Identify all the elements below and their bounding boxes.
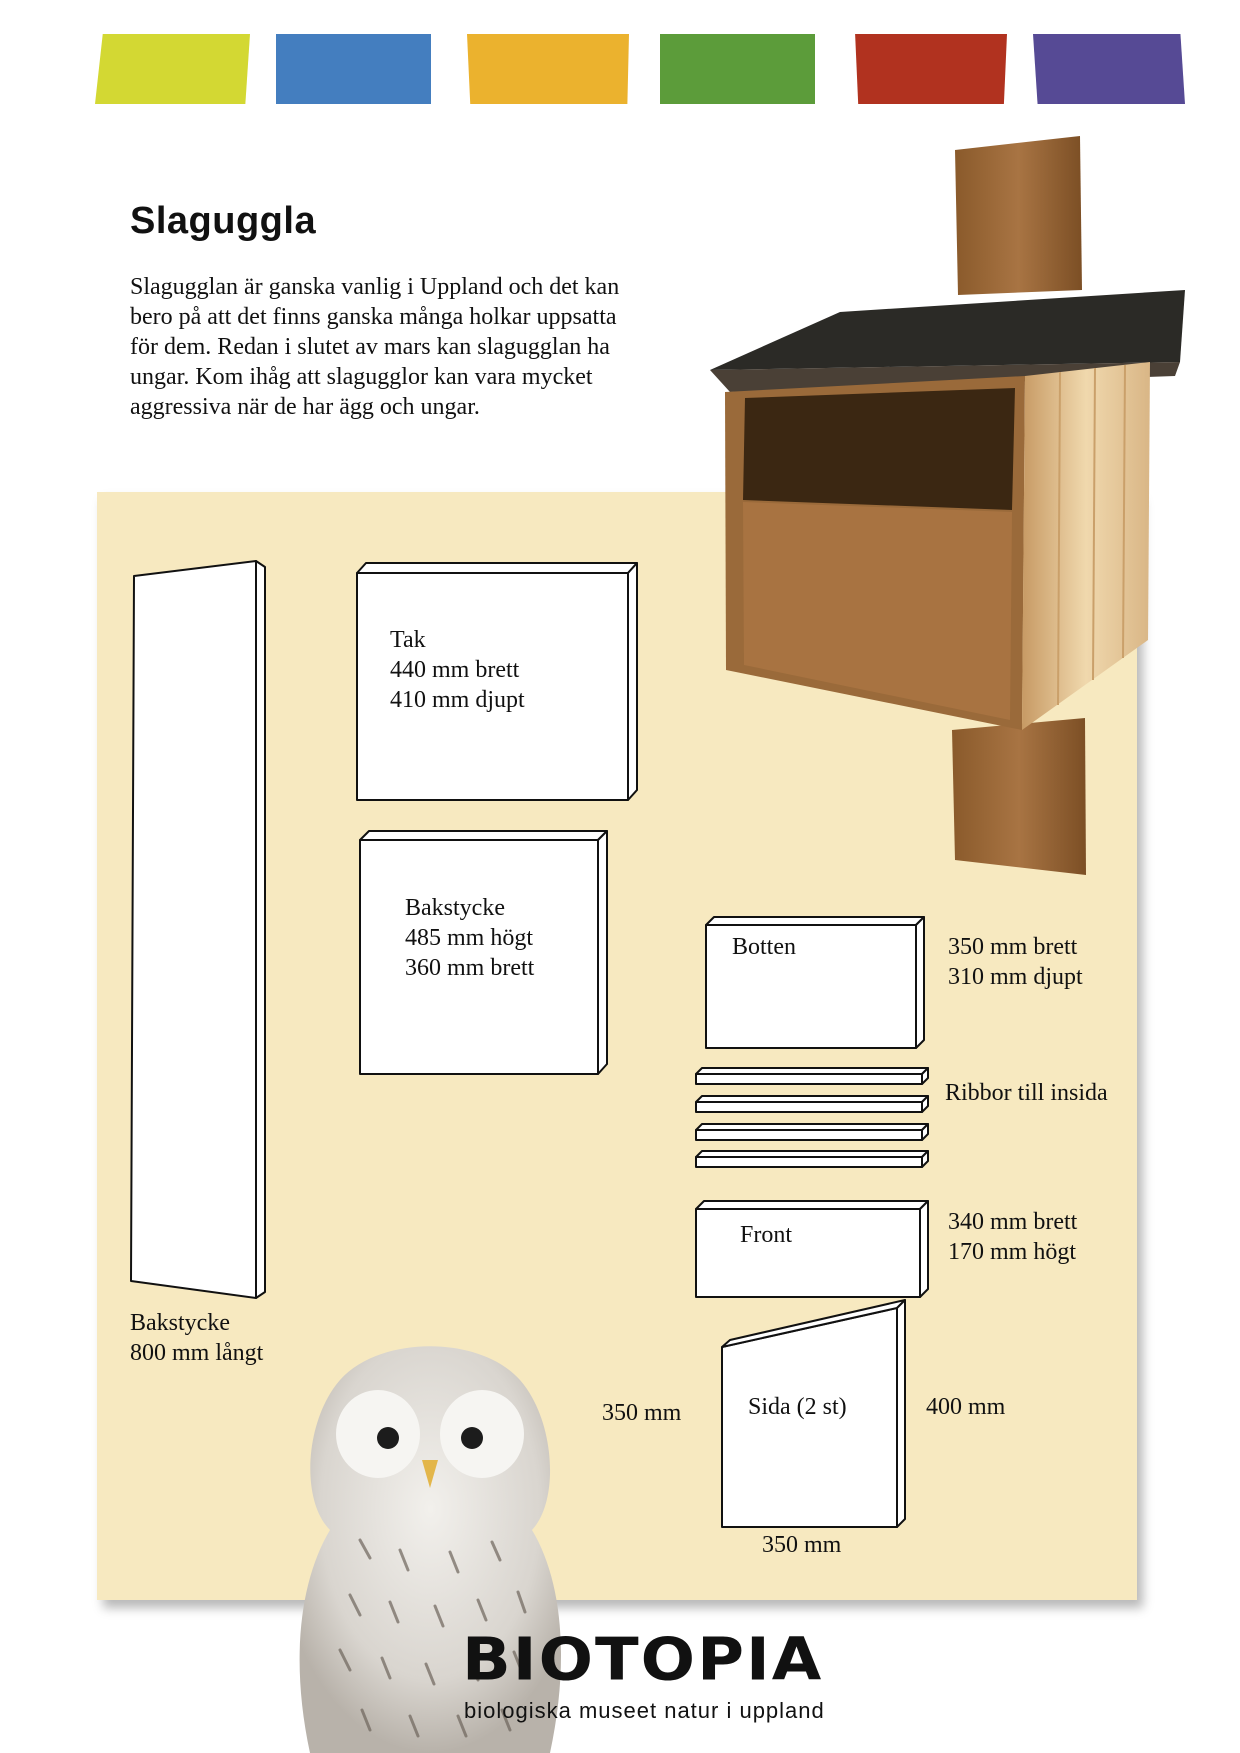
label-botten-dims bbox=[948, 932, 1083, 992]
label-sida-bottom: 350 mm bbox=[762, 1532, 842, 1558]
bakstycke-small-height: 485 mm högt bbox=[405, 925, 534, 951]
label-sida-left: 350 mm bbox=[602, 1400, 682, 1426]
part-front bbox=[696, 1201, 928, 1297]
logo-tagline: biologiska museet natur i uppland bbox=[464, 1698, 825, 1723]
part-bakstycke-long bbox=[131, 561, 265, 1298]
front-height: 170 mm högt bbox=[948, 1239, 1077, 1265]
label-bakstycke-long bbox=[130, 1308, 263, 1368]
label-tak bbox=[390, 625, 525, 715]
intro-paragraph: Slagugglan är ganska vanlig i Uppland och det kan bero på att det finns ganska många holkar uppsatta för dem. Redan i slutet av mars kan slagugglan ha ungar. Kom ihåg att slagugglor kan vara mycket aggressiva när de har ägg och ungar. bbox=[130, 274, 620, 420]
label-sida-right: 400 mm bbox=[926, 1394, 1006, 1420]
bakstycke-long-name: Bakstycke bbox=[130, 1310, 230, 1336]
label-front-dims bbox=[948, 1207, 1077, 1267]
tak-depth: 410 mm djupt bbox=[390, 687, 525, 713]
page-title: Slaguggla bbox=[130, 200, 317, 242]
tak-width: 440 mm brett bbox=[390, 657, 520, 683]
botten-width: 350 mm brett bbox=[948, 934, 1078, 960]
biotopia-logo bbox=[462, 1626, 842, 1724]
logo-wordmark: BIOTOPIA bbox=[462, 1626, 824, 1695]
bakstycke-long-length: 800 mm långt bbox=[130, 1340, 264, 1366]
bakstycke-small-name: Bakstycke bbox=[405, 895, 505, 921]
front-width: 340 mm brett bbox=[948, 1209, 1078, 1235]
label-botten-name: Botten bbox=[732, 934, 796, 960]
label-bakstycke-small bbox=[405, 893, 534, 983]
bakstycke-small-width: 360 mm brett bbox=[405, 955, 535, 981]
part-ribbor bbox=[696, 1068, 928, 1167]
tak-name: Tak bbox=[390, 627, 426, 653]
label-front-name: Front bbox=[740, 1222, 793, 1248]
label-ribbor: Ribbor till insida bbox=[945, 1080, 1108, 1106]
botten-depth: 310 mm djupt bbox=[948, 964, 1083, 990]
label-sida-name: Sida (2 st) bbox=[748, 1394, 847, 1420]
